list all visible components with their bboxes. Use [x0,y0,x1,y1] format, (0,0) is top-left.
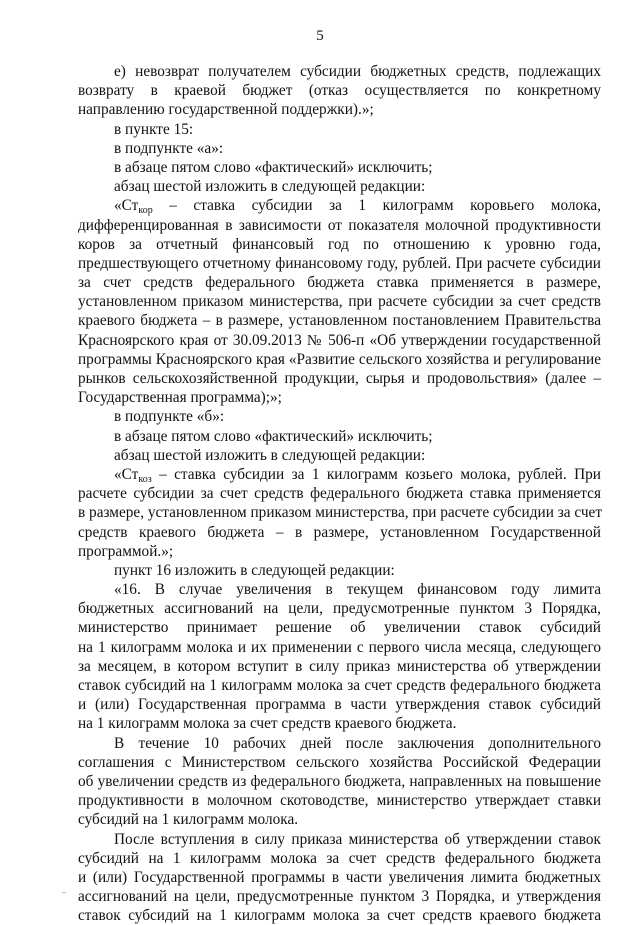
line-text: расчете субсидии за счет средств федерального бюджета ставка применяется [78,485,601,503]
line-text: е) невозврат получателем субсидии бюджетных средств, подлежащих [114,63,601,80]
line-text: в абзаце пятом слово «фактический» исключить; [114,427,433,445]
line-text: бюджетных ассигнований на цели, предусмотренные пунктом 3 Порядка, [78,600,601,618]
line-text: возврату в краевой бюджет (отказ осуществляется по конкретному [78,82,601,100]
line-text: После вступления в силу приказа министерства об утверждении ставок [114,830,601,848]
line-text: пункт 16 изложить в следующей редакции: [114,561,395,579]
text-line [78,868,601,887]
text-line [78,177,601,196]
line-text: абзац шестой изложить в следующей редакции: [114,178,426,196]
text-line [78,446,601,465]
text-line [78,350,601,369]
text-line [78,849,601,868]
line-text: ставок субсидий на 1 килограмм молока за счет средств краевого бюджета [78,907,601,925]
text-line [78,81,601,100]
text-line [78,676,601,695]
text-line [78,599,601,618]
text-line [78,158,601,177]
text-line [78,388,601,407]
line-text: Красноярского края от 30.09.2013 № 506-п «Об утверждении государственной [78,331,601,349]
line-text: – ставка субсидии за 1 килограмм козьего молока, рублей. При [151,465,601,483]
text-line [78,465,601,484]
line-text: Государственная программа);»; [78,389,282,407]
line-text: программы Красноярского края «Развитие сельского хозяйства и регулирование [78,350,601,368]
text-line [78,580,601,599]
term-subscript: кор [138,205,153,217]
text-line [78,791,601,810]
line-text: в размере, установленном приказом министерства, при расчете субсидии за счет [78,504,603,522]
line-text: «16. В случае увеличения в текущем финансовом году лимита [114,581,601,599]
text-line [78,273,601,292]
text-line [78,292,601,311]
text-line [78,542,601,561]
text-line [78,254,601,273]
text-line [78,216,601,235]
line-text: министерство принимает решение об увеличении ставок субсидий [78,619,601,637]
scan-mark [62,892,66,893]
line-text: абзац шестой изложить в следующей редакции: [114,446,426,464]
text-line [78,734,601,753]
line-text: в подпункте «а»: [114,139,224,157]
text-line [78,810,601,829]
text-line [78,196,601,215]
text-line [78,100,601,119]
line-text: В течение 10 рабочих дней после заключения дополнительного [114,734,601,752]
text-line [78,62,601,81]
line-text: на 1 килограмм молока и их применении с первого числа месяца, следующего [78,638,601,656]
line-text: субсидий на 1 килограмм молока за счет средств федерального бюджета [78,849,601,867]
line-text: дифференцированная в зависимости от показателя молочной продуктивности [78,216,601,234]
text-line [78,695,601,714]
text-line [78,484,601,503]
term-subscript: коз [138,473,152,485]
text-line [78,561,601,580]
text-line [78,369,601,388]
term-symbol: «Ст [114,465,139,483]
line-text: программой.»; [78,542,174,560]
text-line [78,120,601,139]
line-text: ассигнований на цели, предусмотренные пунктом 3 Порядка, и утверждения [78,888,601,906]
text-line [78,427,601,446]
text-line [78,906,601,925]
line-text: в подпункте «б»: [114,408,225,426]
line-text: предшествующего отчетному финансовому году, рублей. При расчете субсидии [78,254,601,272]
text-line [78,657,601,676]
line-text: установленном приказом министерства, при расчете субсидии за счет средств [78,293,601,311]
line-text: об увеличении средств из федерального бюджета, направленных на повышение [78,772,601,790]
text-line [78,407,601,426]
page-number: 5 [316,28,324,44]
text-line [78,772,601,791]
text-line [78,714,601,733]
text-line [78,139,601,158]
line-text: коров за отчетный финансовый год по отношению к уровню года, [78,235,601,253]
line-text: за счет средств федерального бюджета ставка применяется в размере, [78,274,601,292]
line-text: продуктивности в молочном скотоводстве, министерство утверждает ставки [78,792,601,810]
line-text: – ставка субсидии за 1 килограмм коровьего молока, [152,197,601,215]
document-body [78,62,601,925]
line-text: соглашения с Министерством сельского хозяйства Российской Федерации [78,753,601,771]
line-text: рынков сельскохозяйственной продукции, сырья и продовольствия» (далее – [78,370,601,387]
line-text: на 1 килограмм молока за счет средств краевого бюджета. [78,715,457,733]
line-text: ставок субсидий на 1 килограмм молока за счет средств федерального бюджета [78,677,601,694]
text-line [78,311,601,330]
term-symbol: «Ст [114,197,139,215]
line-text: направлению государственной поддержки).»; [78,101,374,119]
text-line [78,331,601,350]
line-text: за месяцем, в котором вступит в силу приказ министерства об утверждении [78,657,601,675]
line-text: в абзаце пятом слово «фактический» исключить; [114,158,433,176]
line-text: краевого бюджета – в размере, установленном постановлением Правительства [78,312,601,330]
line-text: и (или) Государственная программа в части утверждения ставок субсидий [78,696,601,714]
line-text: субсидий на 1 килограмм молока. [78,811,299,829]
text-line [78,523,601,542]
text-line [78,830,601,849]
text-line [78,638,601,657]
text-line [78,503,601,522]
text-line [78,235,601,254]
line-text: средств краевого бюджета – в размере, установленном Государственной [78,523,601,541]
text-line [78,887,601,906]
text-line [78,618,601,637]
line-text: в пункте 15: [114,120,194,138]
line-text: и (или) Государственной программы в части увеличения лимита бюджетных [78,868,601,886]
text-line [78,753,601,772]
